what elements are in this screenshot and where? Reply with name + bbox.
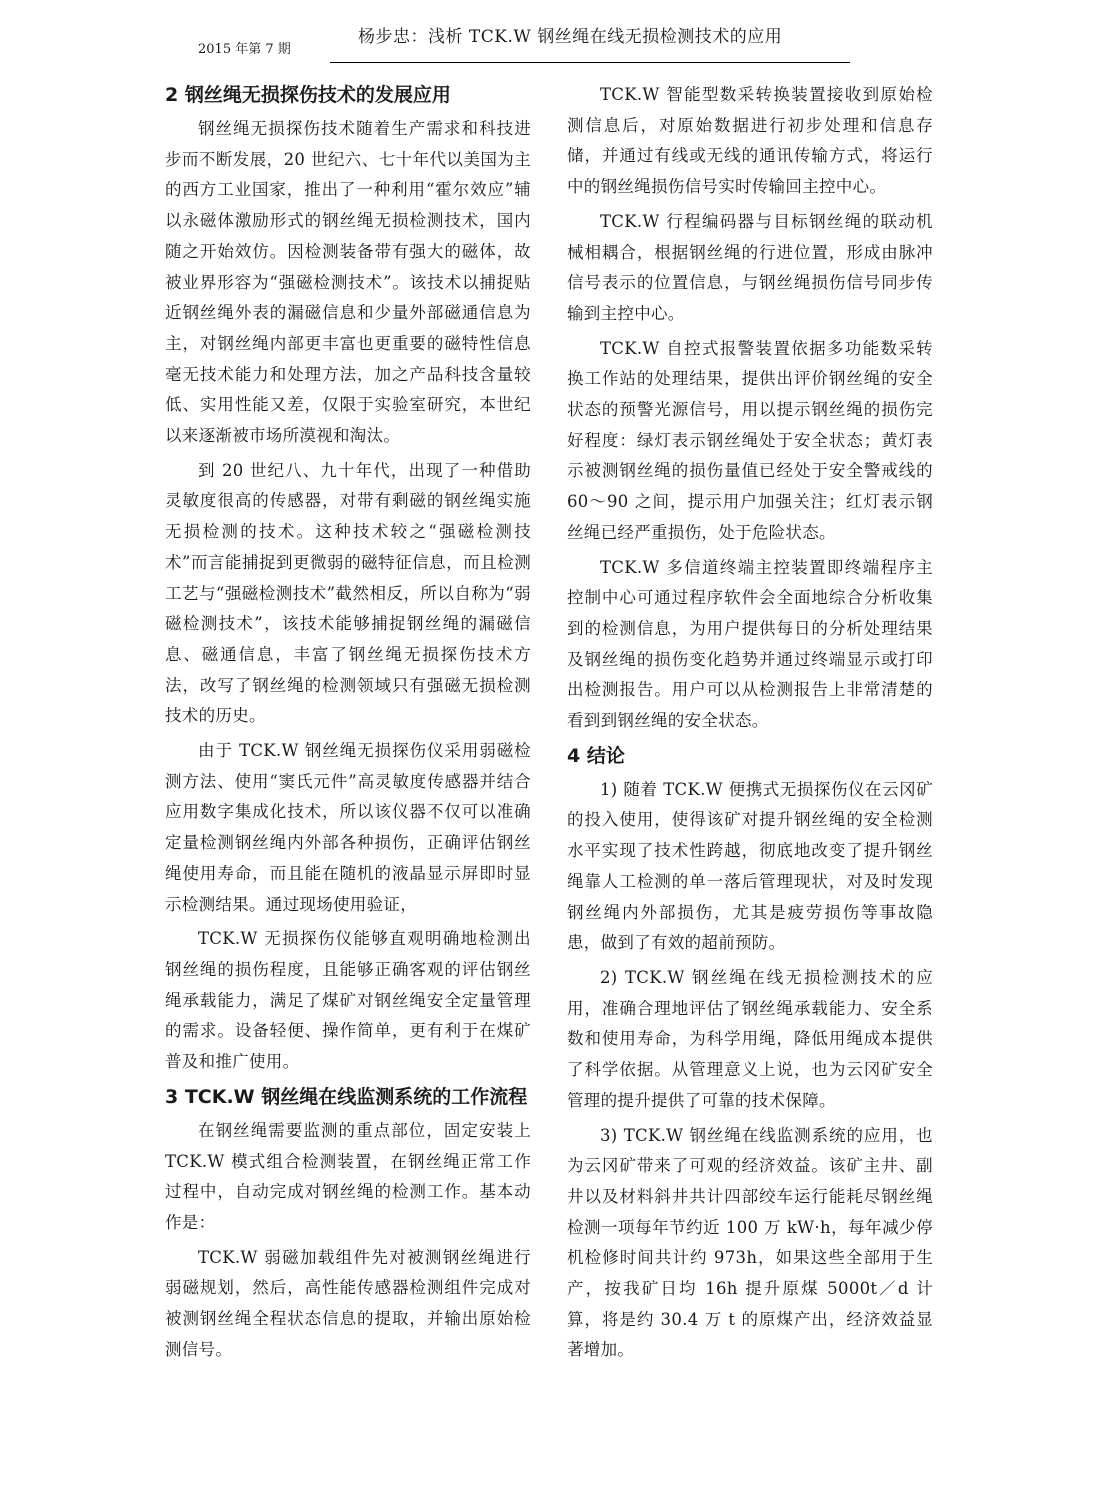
running-title: 杨步忠：浅析 TCK.W 钢丝绳在线无损检测技术的应用	[358, 27, 783, 47]
section-2-heading: 2 钢丝绳无损探伤技术的发展应用	[165, 84, 451, 106]
section-3-heading: 3 TCK.W 钢丝绳在线监测系统的工作流程	[165, 1085, 528, 1108]
paragraph: TCK.W 行程编码器与目标钢丝绳的联动机械相耦合，根据钢丝绳的行进位置，形成由脉冲信号表示的位置信息，与钢丝绳损伤信号同步传输到主控中心。	[567, 211, 933, 323]
conclusion-item: 1) 随着 TCK.W 便携式无损探伤仪在云冈矿的投入使用，使得该矿对提升钢丝绳的安全检测水平实现了技术性跨越，彻底地改变了提升钢丝绳靠人工检测的单一落后管理现状，对及时发现钢丝绳内外部损伤，尤其是疲劳损伤等事故隐患，做到了有效的超前预防。	[567, 779, 933, 953]
issue-label: 2015 年第 7 期	[198, 42, 291, 57]
paragraph: TCK.W 弱磁加载组件先对被测钢丝绳进行弱磁规划，然后，高性能传感器检测组件完成对被测钢丝绳全程状态信息的提取，并输出原始检测信号。	[165, 1247, 531, 1359]
right-column	[567, 80, 933, 1366]
conclusion-item: 3) TCK.W 钢丝绳在线监测系统的应用，也为云冈矿带来了可观的经济效益。该矿主井、副井以及材料斜井共计四部绞车运行能耗尽钢丝绳检测一项每年节约近 100 万 kW·h，每年减少停机检修时间共计约 973h，如果这些全部用于生产，按我矿日均 16h 提升原煤 5000t／d 计算，将是约 30.4 万 t 的原煤产出，经济效益显著增加。	[567, 1125, 933, 1360]
page-header	[0, 0, 1099, 70]
paragraph: TCK.W 自控式报警装置依据多功能数采转换工作站的处理结果，提供出评价钢丝绳的安全状态的预警光源信号，用以提示钢丝绳的损伤完好程度：绿灯表示钢丝绳处于安全状态；黄灯表示被测钢丝绳的损伤量值已经处于安全警戒线的 60～90 之间，提示用户加强关注；红灯表示钢丝绳已经严重损伤，处于危险状态。	[567, 338, 933, 542]
paragraph: TCK.W 无损探伤仪能够直观明确地检测出钢丝绳的损伤程度，且能够正确客观的评估钢丝绳承载能力，满足了煤矿对钢丝绳安全定量管理的需求。设备轻便、操作简单，更有利于在煤矿普及和推广使用。	[165, 929, 531, 1072]
paragraph: TCK.W 智能型数采转换装置接收到原始检测信息后，对原始数据进行初步处理和信息存储，并通过有线或无线的通讯传输方式，将运行中的钢丝绳损伤信号实时传输回主控中心。	[567, 85, 933, 197]
paragraph: 钢丝绳无损探伤技术随着生产需求和科技进步而不断发展，20 世纪六、七十年代以美国为主的西方工业国家，推出了一种利用“霍尔效应”辅以永磁体激励形式的钢丝绳无损检测技术，国内随之开始效仿。因检测装备带有强大的磁体，故被业界形容为“强磁检测技术”。该技术以捕捉贴近钢丝绳外表的漏磁信息和少量外部磁通信息为主，对钢丝绳内部更丰富也更重要的磁特性信息毫无技术能力和处理方法，加之产品科技含量较低、实用性能又差，仅限于实验室研究，本世纪以来逐渐被市场所漠视和淘汰。	[165, 119, 531, 446]
paragraph: 在钢丝绳需要监测的重点部位，固定安装上 TCK.W 模式组合检测装置，在钢丝绳正常工作过程中，自动完成对钢丝绳的检测工作。基本动作是：	[165, 1120, 531, 1232]
section-4-heading: 4 结论	[567, 744, 625, 767]
conclusion-item: 2) TCK.W 钢丝绳在线无损检测技术的应用，准确合理地评估了钢丝绳承载能力、安全系数和使用寿命，为科学用绳，降低用绳成本提供了科学依据。从管理意义上说，也为云冈矿安全管理的提升提供了可靠的技术保障。	[567, 967, 933, 1110]
paragraph: 由于 TCK.W 钢丝绳无损探伤仪采用弱磁检测方法、使用“窦氏元件”高灵敏度传感器并结合应用数字集成化技术，所以该仪器不仅可以准确定量检测钢丝绳内外部各种损伤，正确评估钢丝绳使用寿命，而且能在随机的液晶显示屏即时显示检测结果。通过现场使用验证，	[165, 741, 531, 914]
paragraph: 到 20 世纪八、九十年代，出现了一种借助灵敏度很高的传感器，对带有剩磁的钢丝绳实施无损检测的技术。这种技术较之“强磁检测技术”而言能捕捉到更微弱的磁特征信息，而且检测工艺与“强磁检测技术”截然相反，所以自称为“弱磁检测技术”，该技术能够捕捉钢丝绳的漏磁信息、磁通信息，丰富了钢丝绳无损探伤技术方法，改写了钢丝绳的检测领域只有强磁无损检测技术的历史。	[165, 460, 531, 726]
paragraph: TCK.W 多信道终端主控装置即终端程序主控制中心可通过程序软件会全面地综合分析收集到的检测信息，为用户提供每日的分析处理结果及钢丝绳的损伤变化趋势并通过终端显示或打印出检测报告。用户可以从检测报告上非常清楚的看到到钢丝绳的安全状态。	[567, 557, 933, 731]
header-rule	[330, 62, 850, 63]
left-column	[165, 80, 531, 1365]
